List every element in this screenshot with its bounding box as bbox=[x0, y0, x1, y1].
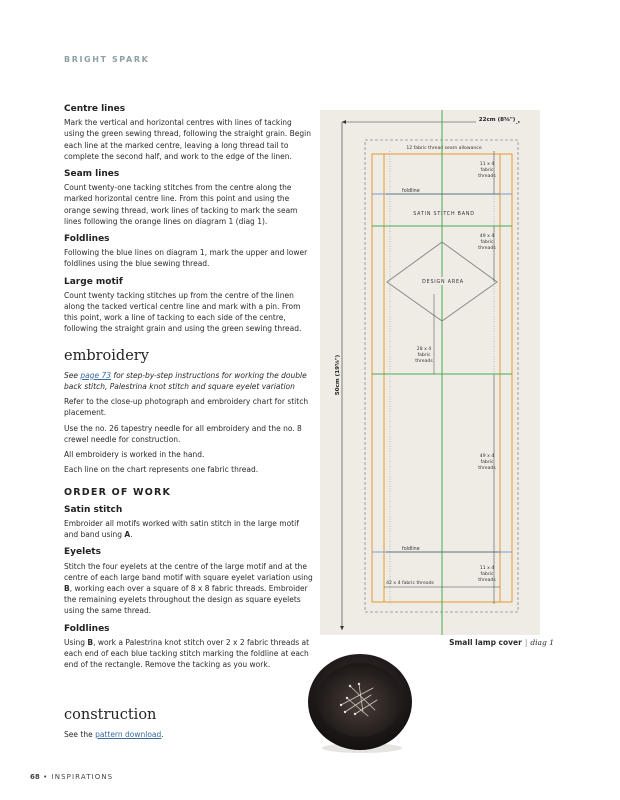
thread-label-2a: 49 x 4 bbox=[479, 234, 495, 239]
caption-title: Small lamp cover bbox=[449, 638, 522, 647]
thread-label-1a: 11 x 4 bbox=[479, 162, 495, 167]
embroidery-heading: embroidery bbox=[64, 347, 149, 364]
width-arrow-left bbox=[342, 120, 346, 124]
section-header: BRIGHT SPARK bbox=[64, 55, 150, 64]
construction-section bbox=[64, 707, 314, 747]
step-text-large-motif: Count twenty tacking stitches up from the centre of the linen along the tacked vertical centre line and mark with a pin. From this point, work a line of tacking to each side of the centre, following the straight grain and using the green sewing thread. bbox=[64, 290, 302, 334]
embroidery-paragraph: Each line on the chart represents one fabric thread. bbox=[64, 465, 259, 475]
caption-separator: | bbox=[524, 638, 528, 647]
thread-label-1b: fabric bbox=[480, 168, 494, 173]
satin-stitch-title: Satin stitch bbox=[64, 504, 123, 515]
thread-label-3b: fabric bbox=[417, 353, 431, 358]
diagram-caption bbox=[400, 638, 554, 647]
page-footer bbox=[30, 773, 113, 781]
diagram-svg bbox=[320, 110, 540, 635]
magazine-name: INSPIRATIONS bbox=[51, 773, 114, 781]
foldline-top-label: foldline bbox=[402, 189, 420, 194]
foldlines-text: Using B, work a Palestrina knot stitch over 2 x 2 fabric threads at each end of each blue tacking stitch marking the foldline at each end of the rectangle. Remove the tacking as you work. bbox=[64, 637, 310, 670]
construction-text: See the pattern download. bbox=[64, 729, 164, 739]
embroidery-intro: See page 73 for step-by-step instructions for working the double back stitch, Palestrina knot stitch and square eyelet variation bbox=[64, 370, 307, 392]
caption-label: diag 1 bbox=[530, 638, 554, 647]
design-area-label: DESIGN AREA bbox=[422, 280, 464, 285]
thread-label-5c: threads bbox=[478, 578, 496, 583]
construction-heading: construction bbox=[64, 707, 157, 723]
pattern-download-link[interactable]: pattern download bbox=[95, 729, 162, 739]
bottom-thread-label: 42 x 4 fabric threads bbox=[386, 581, 434, 586]
lamp-cover-diagram bbox=[320, 110, 540, 635]
thread-label-1c: threads bbox=[478, 174, 496, 179]
thread-label-4c: threads bbox=[478, 466, 496, 471]
step-title-foldlines: Foldlines bbox=[64, 234, 110, 245]
eyelets-title: Eyelets bbox=[64, 547, 101, 558]
step-text-foldlines: Following the blue lines on diagram 1, mark the upper and lower foldlines using the blue sewing thread. bbox=[64, 248, 308, 269]
thread-label-2c: threads bbox=[478, 246, 496, 251]
thread-label-3c: threads bbox=[415, 359, 433, 364]
height-arrow-bottom bbox=[340, 626, 344, 630]
satin-band-label: SATIN STITCH BAND bbox=[413, 212, 475, 217]
thread-label-3a: 28 x 4 bbox=[416, 347, 432, 352]
step-title-seam-lines: Seam lines bbox=[64, 169, 120, 180]
eyelets-text: Stitch the four eyelets at the centre of the large motif and at the centre of each large band motif with square eyelet variation using B, working each over a square of 8 x 8 fabric threads. Embroider the remaining eyelets throughout the design as square eyelets using the same thread. bbox=[64, 561, 313, 616]
step-title-large-motif: Large motif bbox=[64, 276, 123, 287]
order-of-work-heading: ORDER OF WORK bbox=[64, 487, 172, 499]
seam-allowance-label: 12 fabric thread seam allowance bbox=[406, 146, 482, 151]
thread-label-4a: 49 x 4 bbox=[479, 454, 495, 459]
footer-bullet: • bbox=[43, 773, 49, 781]
embroidery-paragraph: Refer to the close-up photograph and embroidery chart for stitch placement. bbox=[64, 397, 309, 418]
thread-label-2b: fabric bbox=[480, 240, 494, 245]
instructions-column bbox=[64, 104, 314, 674]
foldlines-title: Foldlines bbox=[64, 623, 110, 634]
thread-label-5a: 11 x 4 bbox=[479, 566, 495, 571]
step-text-seam-lines: Count twenty-one tacking stitches from the centre along the marked horizontal centre line. From this point and using the orange sewing thread, work lines of tacking to mark the seam lines following the orange lines on diagram 1 (diag 1). bbox=[64, 183, 298, 226]
height-label: 50cm (19⅝") bbox=[335, 354, 341, 396]
step-text-centre-lines: Mark the vertical and horizontal centres with lines of tacking using the green sewing thread, following the straight grain. Begin each line at the marked centre, leaving a long thread tail to complete the second half, and work to the edge of the linen. bbox=[64, 118, 312, 161]
embroidery-paragraph: All embroidery is worked in the hand. bbox=[64, 450, 205, 460]
page-73-link[interactable]: page 73 bbox=[80, 370, 112, 380]
bowl-with-pins-image bbox=[305, 650, 415, 759]
embroidery-paragraph: Use the no. 26 tapestry needle for all embroidery and the no. 8 crewel needle for construction. bbox=[64, 423, 302, 444]
foldline-bottom-label: foldline bbox=[402, 547, 420, 552]
thread-label-4b: fabric bbox=[480, 460, 494, 465]
step-title-centre-lines: Centre lines bbox=[64, 104, 126, 114]
satin-stitch-text: Embroider all motifs worked with satin stitch in the large motif and band using A. bbox=[64, 518, 299, 540]
page-number: 68 bbox=[30, 773, 40, 781]
thread-label-5b: fabric bbox=[480, 572, 494, 577]
width-label: 22cm (8⅝") bbox=[478, 117, 516, 123]
